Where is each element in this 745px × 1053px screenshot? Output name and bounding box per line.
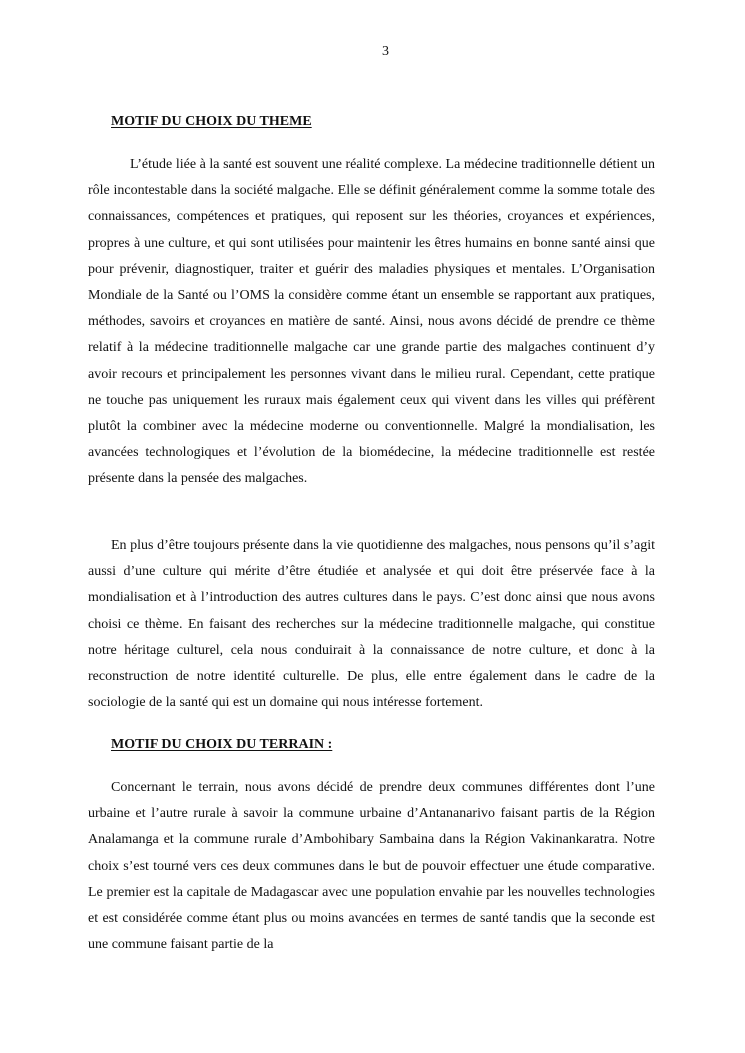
paragraph-terrain-1: Concernant le terrain, nous avons décidé de prendre deux communes différentes dont l’une urbaine et l’autre rurale à savoir la commune urbaine d’Antananarivo faisant partis de la Région Analamanga et la commune rurale d’Ambohibary Sambaina dans la Région Vakinankaratra. Notre choix s’est tourné vers ces deux communes dans le but de pouvoir effectuer une étude comparative. Le premier est la capitale de Madagascar avec une population envahie par les nouvelles technologies et est considérée comme étant plus ou moins avancées en termes de santé tandis que la seconde est une commune faisant partie de la xyxy=(88,780,655,953)
section-heading-theme: MOTIF DU CHOIX DU THEME xyxy=(111,114,312,129)
page-number: 3 xyxy=(382,44,389,59)
section-heading-terrain: MOTIF DU CHOIX DU TERRAIN : xyxy=(111,737,333,752)
paragraph-theme-2: En plus d’être toujours présente dans la vie quotidienne des malgaches, nous pensons qu’il s’agit aussi d’une culture qui mérite d’être étudiée et analysée et qui doit être préservée face à la mondialisation et à l’introduction des autres cultures dans le pays. C’est donc ainsi que nous avons choisi ce thème. En faisant des recherches sur la médecine traditionnelle malgache, qui constitue notre héritage culturel, cela nous conduirait à la connaissance de notre culture, et donc à la reconstruction de notre identité culturelle. De plus, elle entre également dans le cadre de la sociologie de la santé qui est un domaine qui nous intéresse fortement. xyxy=(88,538,655,711)
paragraph-theme-1: L’étude liée à la santé est souvent une réalité complexe. La médecine traditionnelle détient un rôle incontestable dans la société malgache. Elle se définit généralement comme la somme totale des connaissances, compétences et pratiques, qui reposent sur les théories, croyances et expériences, propres à une culture, et qui sont utilisées pour maintenir les êtres humains en bonne santé ainsi que pour prévenir, diagnostiquer, traiter et guérir des maladies physiques et mentales. L’Organisation Mondiale de la Santé ou l’OMS la considère comme étant un ensemble se rapportant aux pratiques, méthodes, savoirs et croyances en matière de santé. Ainsi, nous avons décidé de prendre ce thème relatif à la médecine traditionnelle malgache car une grande partie des malgaches continuent d’y avoir recours et principalement les personnes vivant dans le milieu rural. Cependant, cette pratique ne touche pas uniquement les ruraux mais également ceux qui vivent dans les villes qui préfèrent plutôt la combiner avec la médecine moderne ou conventionnelle. Malgré la mondialisation, les avancées technologiques et l’évolution de la biomédecine, la médecine traditionnelle est restée présente dans la pensée des malgaches. xyxy=(88,157,655,487)
